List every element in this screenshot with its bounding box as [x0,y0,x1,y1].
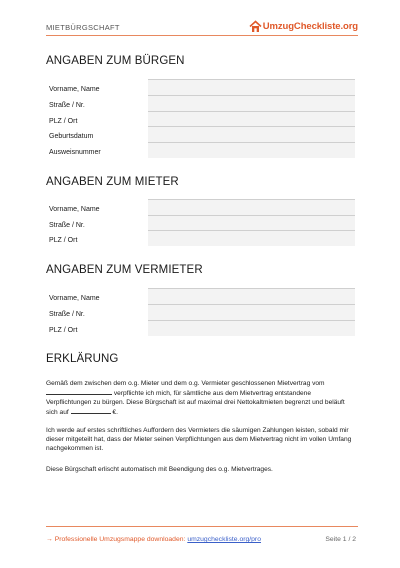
amount-blank[interactable] [71,407,111,414]
section-title-vermieter: ANGABEN ZUM VERMIETER [46,264,203,276]
name-field[interactable] [148,199,355,215]
field-label: Straße / Nr. [49,102,85,109]
field-label: Geburtsdatum [49,133,94,140]
declaration-paragraph-3: Diese Bürgschaft erlischt automatisch mit Beendigung des o.g. Mietvertrages. [46,466,273,473]
footer-url-link[interactable]: umzugcheckliste.org/pro [187,536,261,543]
footer-divider [46,526,358,527]
section-title-mieter: ANGABEN ZUM MIETER [46,176,179,188]
field-label: Straße / Nr. [49,222,85,229]
form-row-mieter-street [49,215,355,231]
id-number-field[interactable] [148,142,355,158]
declaration-text: Gemäß dem zwischen dem o.g. Mieter und dem o.g. Vermieter geschlossenen Mietvertrag vom [46,380,325,387]
form-row-mieter-name [49,199,355,215]
page-header [0,0,400,40]
field-label: PLZ / Ort [49,237,78,244]
declaration-paragraph-1 [46,379,358,417]
street-field[interactable] [148,215,355,231]
field-label: PLZ / Ort [49,118,78,125]
declaration-paragraph-2: Ich werde auf erstes schriftliches Auffordern des Vermieters die säumigen Zahlungen leisten, sobald mir dieser mitgeteilt hat, dass der Mieter seinen Verpflichtungen aus dem Mietvertrag nicht im vollen Umfang nachgekommen ist. [46,427,352,452]
field-label: Vorname, Name [49,86,100,93]
field-label: Vorname, Name [49,295,100,302]
form-row-vermieter-name [49,288,355,304]
contract-date-blank[interactable] [46,388,112,395]
street-field[interactable] [148,304,355,320]
declaration-text: verpflichte ich mich, für sämtliche aus dem Mietvertrag entstandene Verpflichtungen zu bürgen. Diese Bürgschaft ist auf maximal drei Nettokaltmieten begrenzt und beläuft sich auf [46,390,345,416]
form-row-buerge-id [49,142,355,158]
header-divider [46,35,358,36]
logo-text: UmzugCheckliste.org [262,21,358,32]
page-number: Seite 1 / 2 [325,536,356,543]
form-row-vermieter-street [49,304,355,320]
birthdate-field[interactable] [148,126,355,142]
arrow-right-icon: → [46,536,53,543]
document-label: MIETBÜRGSCHAFT [46,23,120,32]
field-label: PLZ / Ort [49,327,78,334]
house-icon [249,20,262,33]
field-label: Vorname, Name [49,206,100,213]
form-row-buerge-birthdate [49,126,355,142]
brand-logo[interactable] [249,20,358,33]
form-row-vermieter-city [49,320,355,336]
footer-link-text: Professionelle Umzugsmappe downloaden: [54,536,186,543]
form-row-buerge-street [49,95,355,111]
form-row-mieter-city [49,230,355,246]
form-row-buerge-city [49,111,355,127]
declaration-text: €. [112,409,118,416]
field-label: Straße / Nr. [49,311,85,318]
zip-city-field[interactable] [148,230,355,246]
name-field[interactable] [148,288,355,304]
section-title-declaration: ERKLÄRUNG [46,353,119,365]
name-field[interactable] [148,79,355,95]
section-title-buerge: ANGABEN ZUM BÜRGEN [46,55,185,67]
footer-promo [46,536,261,543]
street-field[interactable] [148,95,355,111]
zip-city-field[interactable] [148,320,355,336]
field-label: Ausweisnummer [49,149,101,156]
zip-city-field[interactable] [148,111,355,127]
form-row-buerge-name [49,79,355,95]
